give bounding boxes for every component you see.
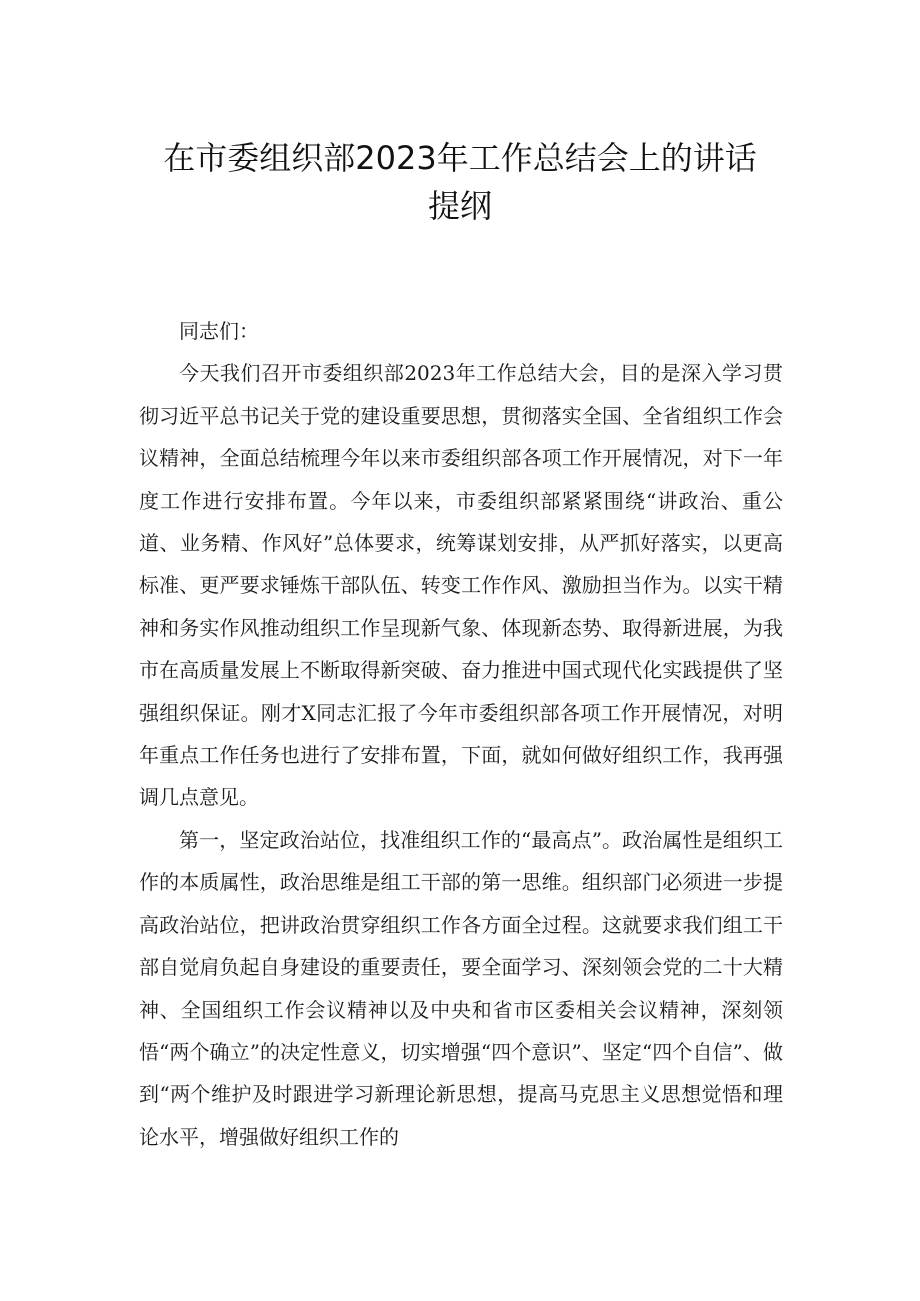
document-title-line-1: 在市委组织部2023年工作总结会上的讲话 (163, 139, 757, 177)
paragraph-point-1: 第一，坚定政治站位，找准组织工作的“最高点”。政治属性是组织工作的本质属性，政治思维是组工干部的第一思维。组织部门必须进一步提高政治站位，把讲政治贯穿组织工作各方面全过程。这就要求我们组工干部自觉肩负起自身建设的重要责任，要全面学习、深刻领会党的二十大精神、全国组织工作会议精神以及中央和省市区委相关会议精神，深刻领悟“两个确立”的决定性意义，切实增强“四个意识”、坚定“四个自信”、做到“两个维护及时跟进学习新理论新思想，提高马克思主义思想觉悟和理论水平，增强做好组织工作的 (139, 827, 783, 1149)
paragraph-intro: 今天我们召开市委组织部2023年工作总结大会，目的是深入学习贯彻习近平总书记关于党的建设重要思想，贯彻落实全国、全省组织工作会议精神，全面总结梳理今年以来市委组织部各项工作开展情况，对下一年度工作进行安排布置。今年以来，市委组织部紧紧围绕“讲政治、重公道、业务精、作风好”总体要求，统筹谋划安排，从严抓好落实，以更高标准、更严要求锤炼干部队伍、转变工作作风、激励担当作为。以实干精神和务实作风推动组织工作呈现新气象、体现新态势、取得新进展，为我市在高质量发展上不断取得新突破、奋力推进中国式现代化实践提供了坚强组织保证。刚才X同志汇报了今年市委组织部各项工作开展情况，对明年重点工作任务也进行了安排布置，下面，就如何做好组织工作，我再强调几点意见。 (139, 361, 783, 810)
document-body (139, 310, 783, 1158)
salutation: 同志们： (179, 319, 259, 343)
document-title-line-2: 提纲 (427, 187, 492, 225)
